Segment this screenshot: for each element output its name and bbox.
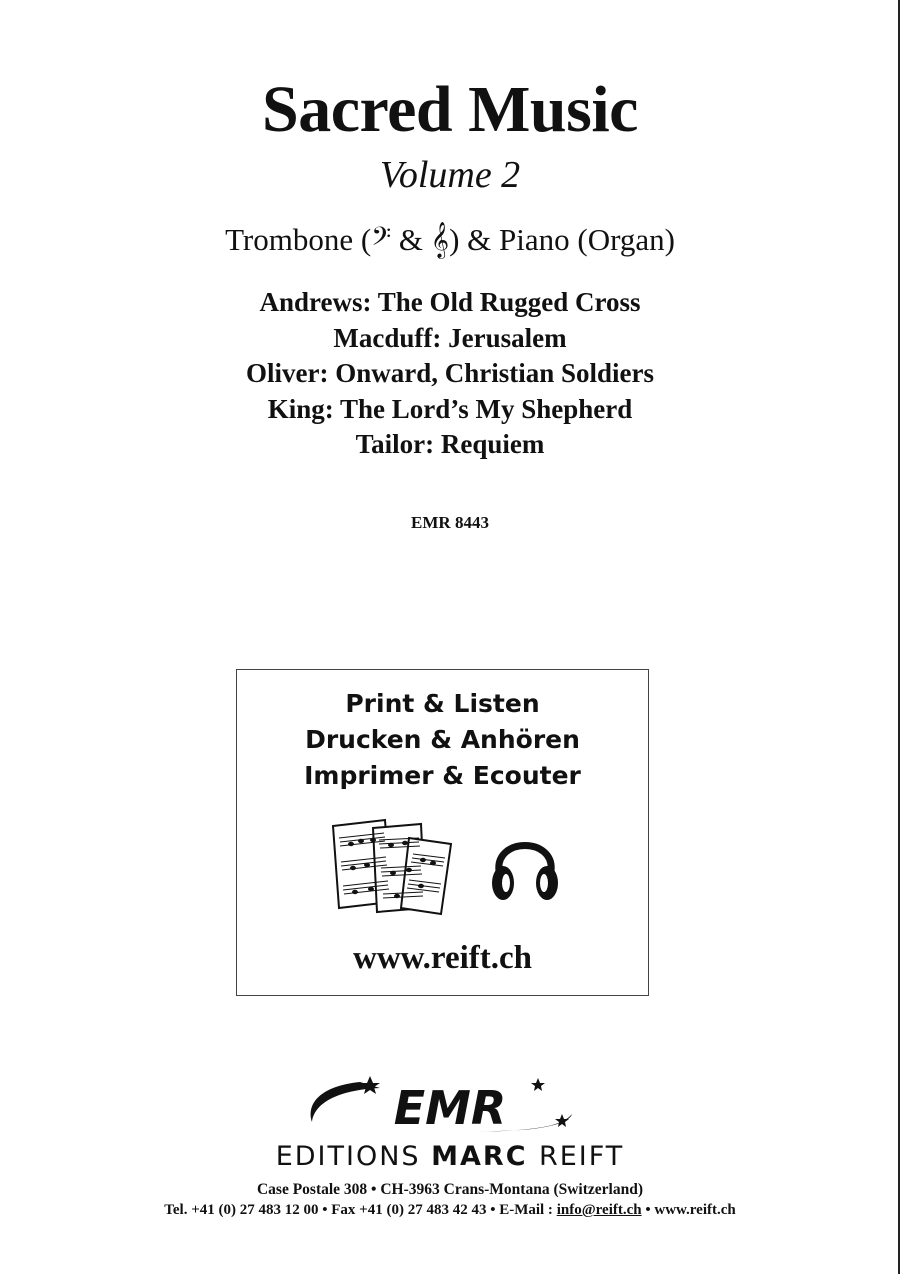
email-link[interactable]: info@reift.ch (556, 1202, 642, 1218)
instrument-prefix: Trombone ( (225, 222, 372, 257)
instrument-suffix: ) & Piano (Organ) (449, 222, 675, 257)
contents-item: King: The Lord’s My Shepherd (267, 393, 633, 424)
headphones-icon (489, 823, 561, 913)
emr-logo (300, 1074, 590, 1140)
contents-item: Andrews: The Old Rugged Cross (259, 287, 641, 317)
catalog-number: EMR 8443 (411, 513, 489, 532)
website-url[interactable]: www.reift.ch (352, 940, 533, 976)
bass-clef-icon: 𝄢 (371, 222, 392, 257)
contact-line (0, 1202, 900, 1219)
print-listen-box (236, 669, 649, 996)
publisher-address: Case Postale 308 • CH-3963 Crans-Montana (Switzerland) (256, 1181, 643, 1198)
publisher-part: EDITIONS (275, 1141, 432, 1172)
publisher-name (0, 1141, 900, 1172)
contact-prefix: Tel. +41 (0) 27 483 12 00 • Fax +41 (0) 27 483 42 43 • E-Mail : (164, 1202, 557, 1218)
instrumentation (0, 222, 900, 259)
contents-item: Tailor: Requiem (355, 429, 545, 459)
publisher-part: REIFT (538, 1141, 625, 1172)
volume-subtitle: Volume 2 (379, 154, 521, 196)
contents-item: Oliver: Onward, Christian Soldiers (245, 358, 654, 388)
promo-line: Drucken & Anhören (305, 725, 580, 754)
treble-clef-icon: 𝄞 (430, 222, 450, 257)
promo-line: Imprimer & Ecouter (304, 761, 581, 790)
instrument-amp: & (391, 222, 431, 257)
promo-lines (237, 686, 648, 794)
contact-suffix: • www.reift.ch (641, 1202, 736, 1218)
publisher-part: MARC (431, 1141, 539, 1172)
contents-item: Macduff: Jerusalem (333, 322, 567, 353)
promo-line: Print & Listen (345, 689, 540, 718)
logo-text: EMR (393, 1081, 507, 1135)
page-title: Sacred Music (262, 73, 638, 146)
sheet-music-icon (329, 818, 457, 916)
contents-list (0, 285, 900, 463)
